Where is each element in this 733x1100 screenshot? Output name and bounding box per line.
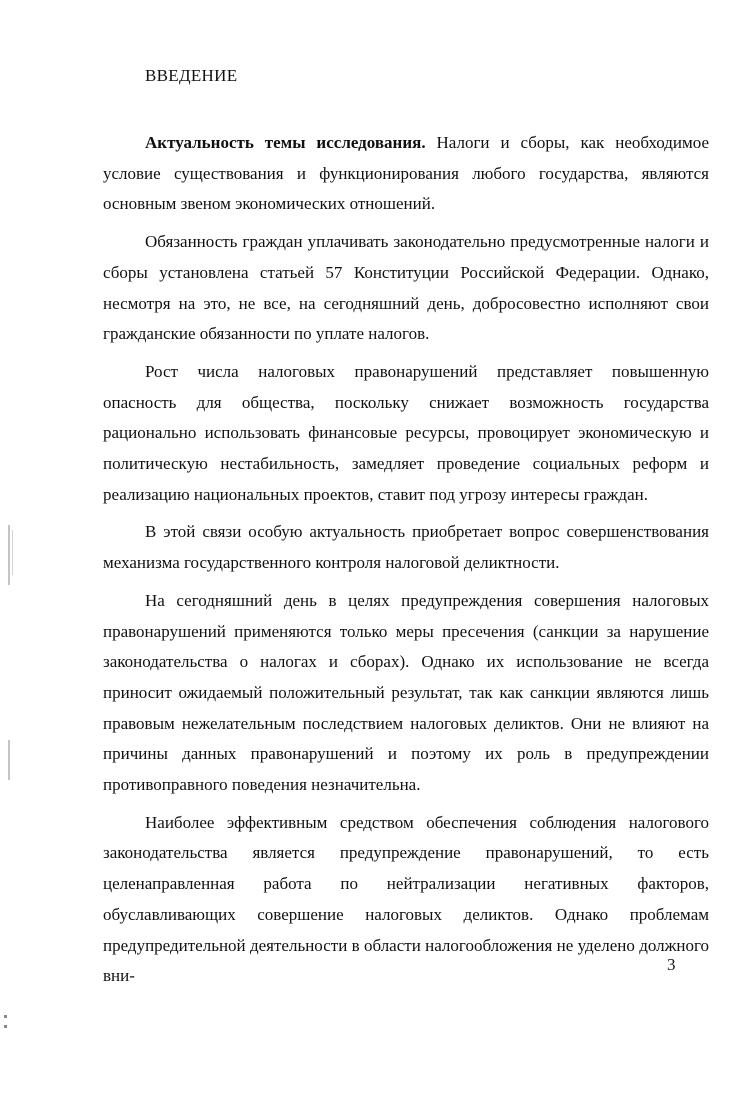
scan-artifact <box>8 525 10 585</box>
scan-artifact <box>12 530 13 575</box>
page-number: 3 <box>667 955 676 974</box>
paragraph-1-lead: Актуальность темы исследования. <box>145 133 426 152</box>
paragraph-6: Наиболее эффективным средством обеспечения соблюдения налогового законодательства является предупреждение правонарушений, то есть целенаправленная работа по нейтрализации негативных факторов, обуславливающих совершение налоговых деликтов. Однако проблемам предупредительной деятельности в области налогообложения не уделено должного вни- <box>103 812 709 986</box>
scan-artifact <box>8 740 10 780</box>
paragraph-1-text: Налоги и сборы, как необходимое условие существования и функционирования любого государства, являются основным звеном экономических отношений. <box>103 133 709 214</box>
paragraph-3: Рост числа налоговых правонарушений представляет повышенную опасность для общества, поскольку снижает возможность государства рационально использовать финансовые ресурсы, провоцирует экономическую и политическую нестабильность, замедляет проведение социальных реформ и реализацию национальных проектов, ставит под угрозу интересы граждан. <box>103 361 709 504</box>
paragraph-5: На сегодняшний день в целях предупреждения совершения налоговых правонарушений применяются только меры пресечения (санкции за нарушение законодательства о налогах и сборах). Однако их использование не всегда приносит ожидаемый положительный результат, так как санкции являются лишь правовым нежелательным последствием налоговых деликтов. Они не влияют на причины данных правонарушений и поэтому их роль в предупреждении противоправного поведения незначительна. <box>103 590 709 795</box>
section-heading: ВВЕДЕНИЕ <box>145 66 238 85</box>
scan-artifact <box>4 1015 7 1018</box>
paragraph-4: В этой связи особую актуальность приобретает вопрос совершенствования механизма государственного контроля налоговой деликтности. <box>103 522 709 573</box>
paragraph-2: Обязанность граждан уплачивать законодательно предусмотренные налоги и сборы установлена статьей 57 Конституции Российской Федерации. Однако, несмотря на это, не все, на сегодняшний день, добросовестно исполняют свои гражданские обязанности по уплате налогов. <box>103 232 709 344</box>
body-text <box>103 128 709 999</box>
paragraph-1 <box>103 128 709 220</box>
scan-artifact <box>4 1025 7 1028</box>
